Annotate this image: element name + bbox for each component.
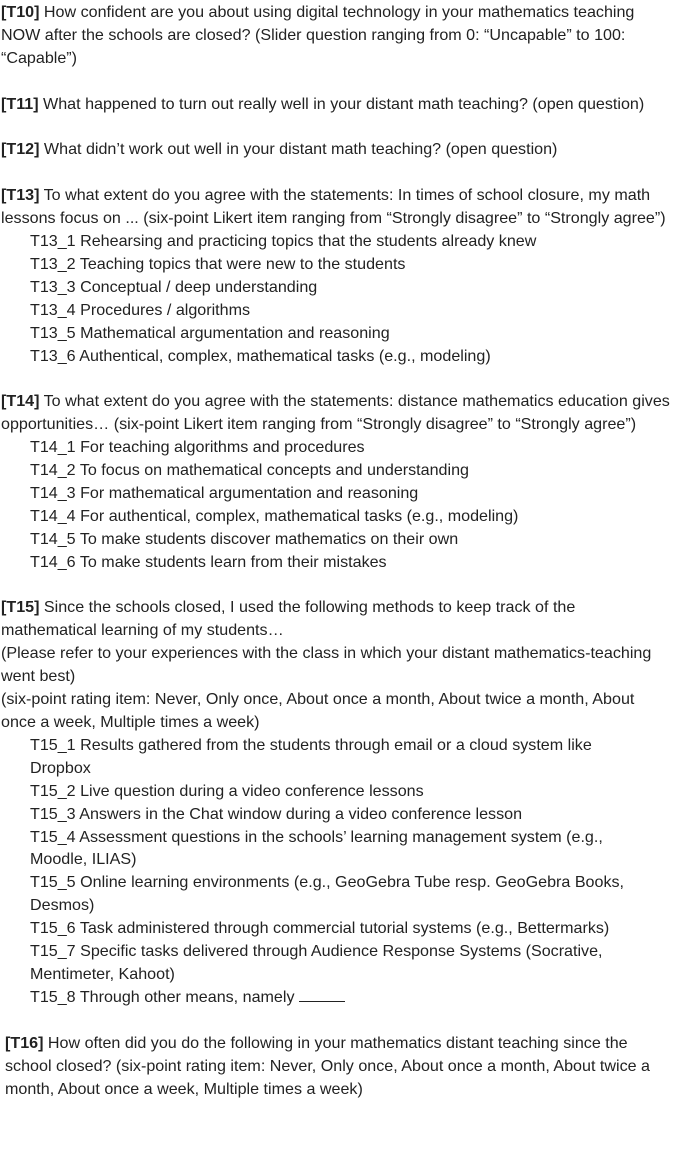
- answer-blank: [299, 1000, 345, 1002]
- list-item: T13_5 Mathematical argumentation and reasoning: [30, 323, 390, 342]
- question-tag: [T14]: [1, 392, 40, 411]
- list-item: [1, 871, 672, 917]
- question-tag: [T15]: [1, 598, 40, 617]
- list-item-line: T15_4 Assessment questions in the schools’ learning management system (e.g.,: [30, 827, 603, 846]
- question-text: Since the schools closed, I used the following methods to keep track of the mathematical learning of my students…: [1, 598, 576, 640]
- list-item-line: T15_2 Live question during a video conference lessons: [30, 781, 424, 800]
- question-tag: [T11]: [1, 94, 39, 113]
- list-item: [1, 917, 672, 940]
- t14-item-list: [1, 436, 672, 573]
- question-note: (Please refer to your experiences with the class in which your distant mathematics-teaching went best): [1, 644, 652, 686]
- list-item: T14_5 To make students discover mathematics on their own: [30, 529, 459, 548]
- list-item-line: T15_6 Task administered through commercial tutorial systems (e.g., Bettermarks): [30, 919, 610, 938]
- list-item-line: T15_5 Online learning environments (e.g., GeoGebra Tube resp. GeoGebra Books,: [30, 873, 625, 892]
- question-note: (six-point rating item: Never, Only once, About once a month, About twice a month, About once a week, Multiple times a week): [1, 690, 635, 732]
- list-item: [1, 734, 672, 780]
- list-item: [1, 780, 672, 803]
- question-text: How often did you do the following in your mathematics distant teaching since the school closed? (six-point rating item: Never, Only once, About once a month, About twice a month, About once a week, Multiple times a week): [5, 1033, 650, 1098]
- question-t11: [1, 93, 672, 116]
- list-item: [1, 826, 672, 872]
- list-item-line: T15_8 Through other means, namely: [30, 987, 299, 1006]
- list-item: T13_3 Conceptual / deep understanding: [30, 277, 318, 296]
- list-item: [1, 940, 672, 986]
- list-item: T14_6 To make students learn from their mistakes: [30, 552, 387, 571]
- question-t15: [1, 596, 672, 642]
- list-item: T13_4 Procedures / algorithms: [30, 300, 251, 319]
- list-item: T13_6 Authentical, complex, mathematical tasks (e.g., modeling): [30, 346, 491, 365]
- list-item: T13_2 Teaching topics that were new to the students: [30, 254, 406, 273]
- list-item-line: Dropbox: [30, 758, 91, 777]
- question-text: What didn’t work out well in your distant math teaching? (open question): [39, 140, 558, 159]
- question-tag: [T12]: [1, 140, 40, 159]
- list-item-line: Mentimeter, Kahoot): [30, 964, 175, 983]
- question-text: To what extent do you agree with the statements: In times of school closure, my math lessons focus on ... (six-point Likert item ranging from “Strongly disagree” to “Strongly agree”): [1, 186, 666, 228]
- list-item: [1, 803, 672, 826]
- list-item-line: Moodle, ILIAS): [30, 850, 137, 869]
- question-text: What happened to turn out really well in your distant math teaching? (open question): [38, 94, 645, 113]
- list-item: T14_3 For mathematical argumentation and reasoning: [30, 483, 419, 502]
- list-item: T13_1 Rehearsing and practicing topics that the students already knew: [30, 232, 537, 251]
- t15-item-list: [1, 734, 672, 1009]
- list-item-line: T15_3 Answers in the Chat window during a video conference lesson: [30, 804, 523, 823]
- question-text: To what extent do you agree with the statements: distance mathematics education gives opportunities… (six-point Likert item ranging from “Strongly disagree” to “Strongly agree”): [1, 392, 670, 434]
- list-item: [1, 986, 672, 1009]
- list-item: T14_2 To focus on mathematical concepts and understanding: [30, 461, 469, 480]
- t13-item-list: [1, 230, 672, 367]
- question-t10: [1, 1, 672, 70]
- list-item-line: T15_1 Results gathered from the students through email or a cloud system like: [30, 735, 592, 754]
- question-t16: [1, 1032, 672, 1101]
- list-item: T14_4 For authentical, complex, mathematical tasks (e.g., modeling): [30, 506, 519, 525]
- question-tag: [T13]: [1, 186, 40, 205]
- list-item-line: Desmos): [30, 896, 95, 915]
- list-item-line: T15_7 Specific tasks delivered through Audience Response Systems (Socrative,: [30, 942, 603, 961]
- list-item: T14_1 For teaching algorithms and procedures: [30, 438, 365, 457]
- question-t14: [1, 390, 672, 436]
- question-tag: [T16]: [5, 1033, 44, 1052]
- question-tag: [T10]: [1, 3, 40, 21]
- question-t12: [1, 138, 672, 161]
- question-text: How confident are you about using digital technology in your mathematics teaching NOW after the schools are closed? (Slider question ranging from 0: “Uncapable” to 100: “Capable”): [1, 3, 635, 67]
- question-t13: [1, 184, 672, 230]
